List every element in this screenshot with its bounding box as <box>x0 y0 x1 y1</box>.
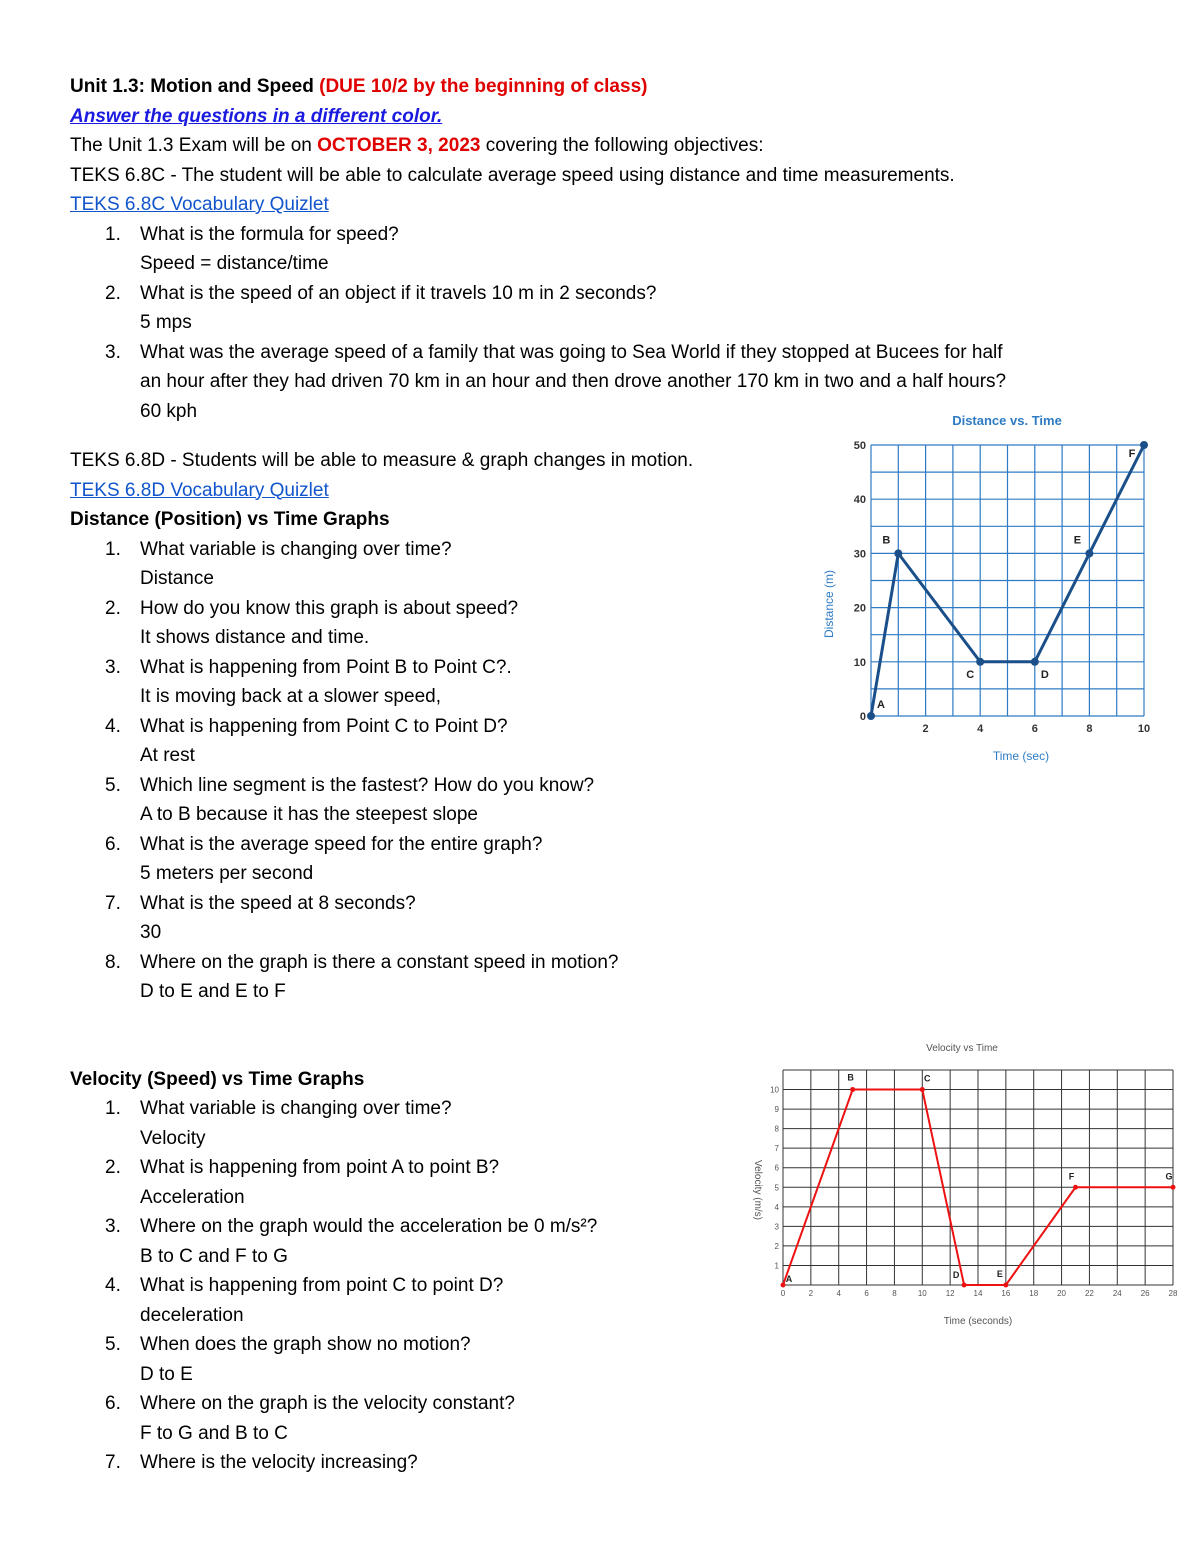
question-text: What is the average speed for the entire graph? <box>140 833 543 855</box>
list-number: 1. <box>105 1098 121 1119</box>
question-text: Where on the graph is the velocity constant? <box>140 1393 515 1414</box>
data-point-d <box>1031 658 1039 666</box>
point-label: F <box>1128 448 1136 460</box>
distance-time-heading: Distance (Position) vs Time Graphs <box>70 509 390 530</box>
answer-text: F to G and B to C <box>140 1422 288 1444</box>
question-text: What is the speed at 8 seconds? <box>140 892 416 914</box>
list-number: 7. <box>105 892 121 914</box>
teks-6-8d-quizlet-link[interactable]: TEKS 6.8D Vocabulary Quizlet <box>70 479 329 501</box>
data-point-e <box>1003 1283 1008 1288</box>
x-tick-label: 12 <box>945 1289 955 1298</box>
question-text: How do you know this graph is about speed? <box>140 597 519 619</box>
list-number: 3. <box>105 1216 121 1237</box>
worksheet-title <box>70 72 1140 102</box>
question-text: Where on the graph is there a constant speed in motion? <box>140 951 619 973</box>
list-number: 3. <box>105 656 121 678</box>
question-text: Where on the graph would the acceleration be 0 m/s²? <box>140 1216 598 1237</box>
point-label: E <box>996 1269 1003 1279</box>
y-tick-label: 10 <box>853 656 866 669</box>
x-axis-label: Time (sec) <box>992 749 1050 763</box>
due-date-text: (DUE 10/2 by the beginning of class) <box>319 76 648 97</box>
answer-text: Speed = distance/time <box>140 253 329 274</box>
list-number: 2. <box>105 1157 121 1178</box>
answer-text: deceleration <box>140 1304 244 1326</box>
y-tick-label: 3 <box>774 1222 779 1232</box>
data-point-g <box>1171 1185 1176 1190</box>
list-number: 6. <box>105 833 121 855</box>
x-tick-label: 2 <box>922 723 929 735</box>
y-tick-label: 5 <box>774 1183 779 1193</box>
point-label: B <box>882 534 891 547</box>
list-item <box>70 948 1140 978</box>
answer-text: D to E and E to F <box>140 981 286 1002</box>
list-number: 1. <box>105 538 121 560</box>
x-tick-label: 28 <box>1168 1289 1178 1298</box>
list-item <box>70 1389 1140 1419</box>
question-text: Where is the velocity increasing? <box>140 1452 418 1473</box>
teks-6-8d-objective: TEKS 6.8D - Students will be able to measure & graph changes in motion. <box>70 450 694 471</box>
y-axis-label: Velocity (m/s) <box>752 1159 763 1221</box>
y-tick-label: 2 <box>774 1241 779 1251</box>
data-point-a <box>781 1283 786 1288</box>
y-tick-label: 8 <box>774 1124 779 1134</box>
point-label: A <box>877 699 885 711</box>
question-text: What is happening from point A to point B? <box>140 1157 500 1178</box>
data-point-b <box>850 1087 855 1092</box>
x-axis-label: Time (seconds) <box>943 1316 1013 1327</box>
list-number: 7. <box>105 1452 121 1473</box>
teks-6-8c-quizlet-link[interactable]: TEKS 6.8C Vocabulary Quizlet <box>70 194 329 215</box>
list-number: 4. <box>105 715 121 737</box>
answer-text: Acceleration <box>140 1186 245 1208</box>
answer-text: 60 kph <box>140 400 198 422</box>
title-text: Unit 1.3: Motion and Speed <box>70 76 320 97</box>
instruction-text: Answer the questions in a different color. <box>70 105 443 127</box>
velocity-time-chart <box>745 1035 1195 1335</box>
list-number: 5. <box>105 1334 121 1355</box>
point-label: E <box>1073 534 1082 547</box>
point-label: F <box>1068 1171 1075 1182</box>
data-point-f <box>1140 441 1148 449</box>
data-point-e <box>1085 549 1093 557</box>
answer-text: It is moving back at a slower speed, <box>140 686 441 707</box>
point-label: D <box>1040 668 1049 681</box>
point-label: B <box>847 1072 854 1083</box>
y-tick-label: 1 <box>774 1261 779 1271</box>
y-tick-label: 50 <box>853 440 866 452</box>
x-tick-label: 14 <box>973 1289 983 1298</box>
teks-6-8c-objective: TEKS 6.8C - The student will be able to calculate average speed using distance and time measurements. <box>70 164 955 186</box>
answer-text: A to B because it has the steepest slope <box>140 804 479 825</box>
point-label: G <box>1165 1171 1173 1182</box>
list-item <box>70 771 1140 801</box>
y-tick-label: 7 <box>774 1144 779 1154</box>
y-tick-label: 20 <box>853 602 866 615</box>
x-tick-label: 2 <box>808 1289 814 1298</box>
x-tick-label: 20 <box>1057 1289 1067 1298</box>
answer-text: Distance <box>140 568 214 589</box>
distance-time-chart <box>810 408 1160 768</box>
chart-grid <box>783 1070 1173 1285</box>
y-tick-label: 4 <box>774 1202 779 1212</box>
question-text: When does the graph show no motion? <box>140 1334 471 1355</box>
answer-text: It shows distance and time. <box>140 627 370 648</box>
question-text: What is happening from Point B to Point C?. <box>140 656 512 678</box>
y-tick-label: 40 <box>853 494 866 507</box>
x-tick-label: 6 <box>1031 723 1038 735</box>
list-number: 8. <box>105 951 121 973</box>
list-item: 3. What was the average speed of a family that was going to Sea World if they stopped at Bucees for half <box>105 341 1003 363</box>
point-label: D <box>952 1270 960 1280</box>
x-tick-label: 24 <box>1112 1289 1122 1298</box>
x-tick-label: 8 <box>892 1289 897 1298</box>
list-number: 6. <box>105 1393 121 1414</box>
y-axis-label: Distance (m) <box>822 569 836 639</box>
question-text: What is happening from Point C to Point D? <box>140 715 508 737</box>
question-text: Which line segment is the fastest? How do you know? <box>140 774 595 796</box>
chart-title: Distance vs. Time <box>952 413 1062 428</box>
x-tick-label: 4 <box>836 1289 841 1298</box>
answer-text: 5 meters per second <box>140 863 314 884</box>
list-item: 2. What is the speed of an object if it travels 10 m in 2 seconds? <box>105 282 657 304</box>
y-tick-label: 30 <box>853 548 866 561</box>
list-item <box>70 830 1140 860</box>
x-tick-label: 4 <box>977 723 984 735</box>
x-tick-label: 18 <box>1029 1289 1039 1298</box>
chart-grid <box>871 445 1144 716</box>
x-tick-label: 10 <box>917 1289 927 1298</box>
data-point-c <box>976 658 984 666</box>
answer-text: B to C and F to G <box>140 1245 288 1267</box>
y-tick-label: 6 <box>774 1163 779 1173</box>
answer-text: 30 <box>140 922 162 943</box>
velocity-time-heading: Velocity (Speed) vs Time Graphs <box>70 1068 365 1090</box>
data-point-b <box>894 549 902 557</box>
x-tick-label: 0 <box>780 1289 786 1298</box>
list-item <box>70 1448 1140 1478</box>
x-tick-label: 10 <box>1137 723 1151 735</box>
answer-text: 5 mps <box>140 312 192 333</box>
y-tick-label: 0 <box>859 711 866 723</box>
list-number: 5. <box>105 774 121 796</box>
list-number: 4. <box>105 1275 121 1296</box>
list-item <box>70 889 1140 919</box>
list-item: 1. What is the formula for speed? <box>105 223 399 245</box>
list-number: 2. <box>105 597 121 619</box>
x-tick-label: 6 <box>864 1289 869 1298</box>
question-continuation: an hour after they had driven 70 km in an hour and then drove another 170 km in two and a half hours? <box>140 371 1007 392</box>
answer-text: At rest <box>140 745 195 766</box>
exam-date: OCTOBER 3, 2023 <box>317 135 481 156</box>
y-tick-label: 10 <box>770 1085 779 1095</box>
point-label: C <box>966 668 975 681</box>
x-tick-label: 26 <box>1140 1289 1150 1298</box>
exam-info: The Unit 1.3 Exam will be on OCTOBER 3, 2023 covering the following objectives: <box>70 135 764 156</box>
data-point-a <box>867 712 875 720</box>
point-label: C <box>924 1073 931 1084</box>
y-tick-label: 9 <box>774 1105 779 1115</box>
question-text: What variable is changing over time? <box>140 538 452 560</box>
x-tick-label: 8 <box>1086 723 1093 735</box>
data-point-d <box>962 1283 967 1288</box>
data-point-c <box>920 1087 925 1092</box>
answer-text: Velocity <box>140 1127 206 1149</box>
question-text: What is happening from point C to point D? <box>140 1275 504 1296</box>
question-text: What variable is changing over time? <box>140 1098 452 1119</box>
answer-text: D to E <box>140 1363 193 1385</box>
data-point-f <box>1073 1185 1078 1190</box>
x-tick-label: 22 <box>1084 1289 1094 1298</box>
point-label: A <box>785 1274 793 1284</box>
x-tick-label: 16 <box>1001 1289 1011 1298</box>
chart-title: Velocity vs Time <box>926 1043 998 1054</box>
